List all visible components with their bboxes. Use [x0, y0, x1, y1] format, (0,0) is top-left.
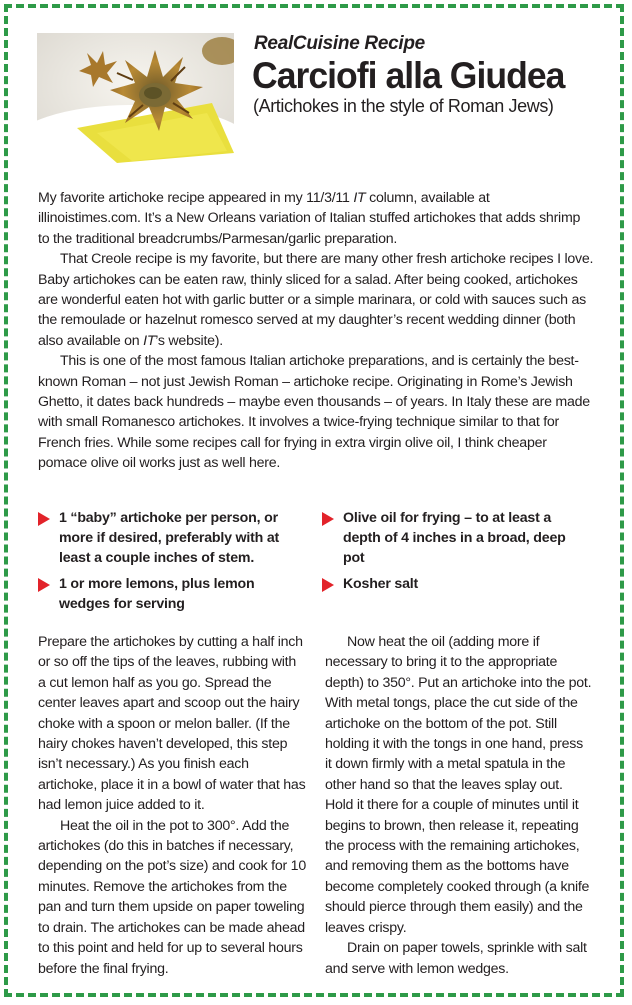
- method-paragraph: Prepare the artichokes by cutting a half inch or so off the tips of the leaves, rubbing with a cut lemon half as you go. Spread the center leaves apart and scoop out the hairy choke with a spoon or melon baller. (If the hairy chokes haven’t developed, this step isn’t necessary.) As you finish each artichoke, place it in a bowl of water that has had lemon juice added to it.: [38, 634, 306, 814]
- it-abbreviation: IT: [143, 332, 156, 349]
- triangle-bullet-icon: [38, 512, 50, 526]
- method-paragraph: Now heat the oil (adding more if necessary to bring it to the appropriate depth) to 350°. Put an artichoke into the pot. With metal tongs, place the cut side of the artichoke on the bottom of the pot. Still holding it with the tongs in one hand, press it down firmly with a metal spatula in the other hand so that the leaves splay out. Hold it there for a couple of minutes until it begins to brown, then release it, repeating the process with the remaining artichokes, and removing them as the bottoms have become completely cooked through (a knife should pierce through them easily) and the leaves crispy.: [325, 634, 592, 936]
- it-abbreviation: IT: [353, 190, 366, 206]
- ingredient-item: 1 or more lemons, plus lemon wedges for serving: [38, 574, 288, 614]
- method-paragraph: Heat the oil in the pot to 300°. Add the artichokes (do this in batches if necessary, depending on the pot’s size) and cook for 10 minutes. Remove the artichokes from the pan and turn them upside on paper toweling to drain. The artichokes can be made ahead to this point and held for up to several hours before the final frying.: [38, 817, 306, 977]
- ingredients-right: [322, 508, 572, 600]
- intro-paragraph: This is one of the most famous Italian artichoke preparations, and is certainly the best-known Roman – not just Jewish Roman – artichoke recipe. Originating in Rome’s Jewish Ghetto, it dates back hundreds – maybe even thousands – of years. In Italy these are made with small Romanesco artichokes. It involves a twice-frying technique similar to that for French fries. While some recipes call for frying in extra virgin olive oil, I think cheaper pomace olive oil works just as well here.: [38, 353, 590, 472]
- method-column-right: [325, 632, 593, 979]
- triangle-bullet-icon: [38, 578, 50, 592]
- recipe-title: Carciofi alla Giudea: [252, 55, 565, 96]
- ingredient-item: Kosher salt: [322, 574, 572, 594]
- ingredients-left: [38, 508, 288, 620]
- fried-artichoke-photo: [37, 33, 234, 163]
- ingredient-item: Olive oil for frying – to at least a depth of 4 inches in a broad, deep pot: [322, 508, 572, 568]
- recipe-subtitle: (Artichokes in the style of Roman Jews): [253, 96, 554, 116]
- ingredient-item: 1 “baby” artichoke per person, or more if desired, preferably with at least a couple inches of stem.: [38, 508, 288, 568]
- triangle-bullet-icon: [322, 578, 334, 592]
- recipe-kicker: RealCuisine Recipe: [254, 33, 425, 54]
- intro-paragraph: My favorite artichoke recipe appeared in my 11/3/11 IT column, available at illinoistimes.com. It’s a New Orleans variation of Italian stuffed artichokes that adds shrimp to the traditional breadcrumbs/Parmesan/garlic preparation.: [38, 190, 581, 247]
- method-paragraph: Drain on paper towels, sprinkle with salt and serve with lemon wedges.: [325, 940, 587, 977]
- intro-paragraph: That Creole recipe is my favorite, but there are many other fresh artichoke recipes I love. Baby artichokes can be eaten raw, thinly sliced for a salad. After being cooked, artichokes are wonderful eaten hot with garlic butter or a simple marinara, or cold with sauces such as the remoulade or hazelnut romesco served at my daughter’s recent wedding dinner (both also available on IT’s website).: [38, 251, 594, 349]
- intro-text: [38, 188, 594, 474]
- triangle-bullet-icon: [322, 512, 334, 526]
- method-column-left: [38, 632, 306, 979]
